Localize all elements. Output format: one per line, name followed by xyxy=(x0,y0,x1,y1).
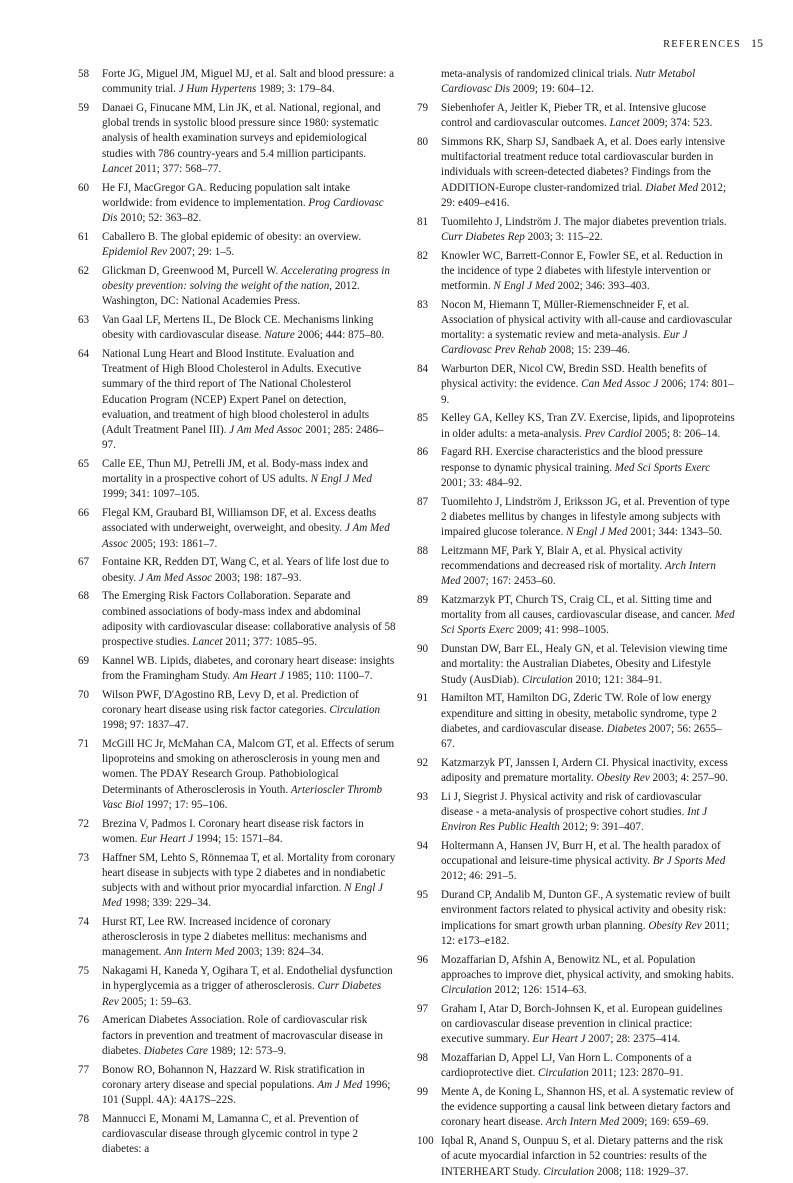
reference-number: 58 xyxy=(78,68,90,80)
reference-text: Hamilton MT, Hamilton DG, Zderic TW. Role of low energy expenditure and sitting in obesity, metabolic syndrome, type 2 diabetes, and cardiovascular disease. xyxy=(441,692,717,735)
reference-text: Kelley GA, Kelley KS, Tran ZV. Exercise, lipids, and lipoproteins in older adults: a meta-analysis. xyxy=(441,412,735,440)
reference-citation: 2005; 8: 206–14. xyxy=(642,427,721,440)
reference-item xyxy=(417,362,735,408)
reference-citation: 2006; 174: 801–9. xyxy=(441,378,734,406)
reference-item xyxy=(417,691,735,752)
reference-number: 86 xyxy=(417,446,429,459)
reference-text: Kannel WB. Lipids, diabetes, and coronary heart disease: insights from the Framingham Study. xyxy=(102,654,395,683)
reference-text: Tuomilehto J, Lindström J, Eriksson JG, et al. Prevention of type 2 diabetes mellitus by changes in lifestyle among subjects with impaired glucose tolerance. xyxy=(441,495,730,539)
reference-number: 96 xyxy=(417,953,429,966)
reference-text: Katzmarzyk PT, Janssen I, Ardern CI. Physical inactivity, excess adiposity and premature mortality. xyxy=(441,756,728,785)
reference-citation: 2005; 1: 59–63. xyxy=(118,995,192,1008)
journal-title: Am Heart J xyxy=(232,670,285,683)
journal-title: Circulation xyxy=(329,704,381,717)
journal-title: Obesity Rev xyxy=(648,919,702,932)
reference-citation: 1998; 339: 229–34. xyxy=(121,897,212,910)
reference-number: 82 xyxy=(417,249,429,262)
reference-citation: 2009; 41: 998–1005. xyxy=(513,624,609,637)
reference-text: The Emerging Risk Factors Collaboration. Separate and combined associations of body-mass index and abdominal adiposity with cardiovascular disease: collaborative analysis of 58 prospective studies. xyxy=(102,590,396,649)
reference-item xyxy=(417,593,735,639)
reference-text: Mozaffarian D, Appel LJ, Van Horn L. Components of a cardioprotective diet. xyxy=(441,1052,692,1080)
reference-item xyxy=(78,181,396,227)
journal-title: Epidemiol Rev xyxy=(102,246,167,259)
journal-title: Diabetes Care xyxy=(143,1044,208,1057)
reference-number: 61 xyxy=(78,230,90,243)
reference-item xyxy=(417,249,735,295)
reference-text: Nocon M, Hiemann T, Müller-Riemenschneider F, et al. Association of physical activity with all-cause and cardiovascular mortality: a systematic review and meta-analysis. xyxy=(441,298,733,342)
reference-text: Forte JG, Miguel JM, Miguel MJ, et al. Salt and blood pressure: a community trial. xyxy=(102,68,395,96)
reference-number: 64 xyxy=(78,348,90,361)
reference-text: Holtermann A, Hansen JV, Burr H, et al. The health paradox of occupational and leisure-time physical activity. xyxy=(441,840,721,868)
reference-item xyxy=(78,589,396,650)
reference-text: Fontaine KR, Redden DT, Wang C, et al. Years of life lost due to obesity. xyxy=(102,556,390,584)
journal-title: Med Sci Sports Exerc xyxy=(614,461,711,474)
reference-item xyxy=(417,298,735,359)
reference-item xyxy=(417,544,735,590)
reference-item xyxy=(78,101,396,177)
journal-title: Obesity Rev xyxy=(596,772,650,785)
reference-number: 99 xyxy=(417,1086,429,1099)
reference-citation: 2007; 28: 2375–414. xyxy=(585,1033,681,1046)
journal-title: N Engl J Med xyxy=(102,882,383,910)
reference-item xyxy=(78,1013,396,1059)
reference-citation: 2001; 285: 2486–97. xyxy=(102,424,384,452)
reference-number: 73 xyxy=(78,851,90,864)
reference-text: Mannucci E, Monami M, Lamanna C, et al. Prevention of cardiovascular disease through glycemic control in type 2 diabetes: a xyxy=(102,1112,359,1156)
reference-item xyxy=(78,347,396,453)
journal-title: Nutr Metabol Cardiovasc Dis xyxy=(441,68,696,96)
reference-item xyxy=(78,817,396,847)
reference-number: 78 xyxy=(78,1112,90,1125)
reference-item xyxy=(417,1051,735,1081)
reference-number: 68 xyxy=(78,590,90,603)
reference-text: Glickman D, Greenwood M, Purcell W. xyxy=(102,264,282,277)
reference-item xyxy=(417,642,735,688)
reference-citation: , 2012. Washington, DC: National Academies Press. xyxy=(102,280,360,308)
reference-citation: 2011; 377: 568–77. xyxy=(132,162,222,175)
reference-number: 87 xyxy=(417,495,429,508)
reference-citation: 1997; 17: 95–106. xyxy=(143,798,228,811)
reference-citation: 2012; 9: 391–407. xyxy=(559,821,644,834)
reference-number: 65 xyxy=(78,458,90,471)
reference-text: Brezina V, Padmos I. Coronary heart disease risk factors in women. xyxy=(102,817,364,845)
reference-number: 62 xyxy=(78,264,90,277)
journal-title: Circulation xyxy=(538,1067,589,1080)
journal-title: Diabet Med xyxy=(645,181,699,194)
reference-text: Wilson PWF, D'Agostino RB, Levy D, et al. Prediction of coronary heart disease using risk factor categories. xyxy=(102,688,359,717)
reference-number: 95 xyxy=(417,889,429,902)
reference-text: Dunstan DW, Barr EL, Healy GN, et al. Television viewing time and mortality: the Australian Diabetes, Obesity and Lifestyle Study (AusDiab). xyxy=(441,643,728,686)
reference-item xyxy=(417,411,735,441)
reference-citation: 2006; 444: 875–80. xyxy=(294,329,385,342)
reference-number: 85 xyxy=(417,412,429,425)
reference-text: Siebenhofer A, Jeitler K, Pieber TR, et al. Intensive glucose control and cardiovascular outcomes. xyxy=(441,102,707,130)
reference-number: 97 xyxy=(417,1002,429,1015)
reference-item xyxy=(78,737,396,813)
reference-item xyxy=(417,888,735,949)
journal-title: Diabetes xyxy=(606,722,647,735)
journal-title: Am J Med xyxy=(317,1078,363,1091)
reference-citation: 2001; 344: 1343–50. xyxy=(627,526,723,539)
reference-number: 75 xyxy=(78,965,90,978)
reference-item xyxy=(417,1134,735,1180)
reference-item xyxy=(417,1002,735,1048)
reference-number: 66 xyxy=(78,507,90,520)
reference-number: 80 xyxy=(417,136,429,148)
reference-citation: 1989; 12: 573–9. xyxy=(207,1044,287,1057)
reference-item xyxy=(78,915,396,961)
journal-title: Eur Heart J xyxy=(140,832,194,845)
reference-item xyxy=(78,230,396,260)
reference-text: Leitzmann MF, Park Y, Blair A, et al. Physical activity recommendations and decreased risk of mortality. xyxy=(441,544,683,573)
journal-title: J Am Med Assoc xyxy=(102,522,390,550)
reference-number: 93 xyxy=(417,790,429,803)
journal-title: Ann Intern Med xyxy=(164,946,235,959)
reference-number: 92 xyxy=(417,756,429,769)
reference-text: Graham I, Atar D, Borch-Johnsen K, et al. European guidelines on cardiovascular disease prevention in clinical practice: executive summary. xyxy=(441,1002,723,1046)
journal-title: Curr Diabetes Rep xyxy=(441,230,525,243)
journal-title: N Engl J Med xyxy=(566,526,628,539)
reference-text: Knowler WC, Barrett-Connor E, Fowler SE, et al. Reduction in the incidence of type 2 diabetes with lifestyle intervention or metformin. xyxy=(441,249,723,293)
reference-text: Calle EE, Thun MJ, Petrelli JM, et al. Body-mass index and mortality in a prospective cohort of US adults. xyxy=(102,458,369,486)
journal-title: J Am Med Assoc xyxy=(229,424,303,437)
reference-citation: 2003; 3: 115–22. xyxy=(524,230,603,243)
reference-text: Nakagami H, Kaneda Y, Ogihara T, et al. Endothelial dysfunction in hyperglycemia as a trigger of atherosclerosis. xyxy=(102,965,393,993)
journal-title: Nature xyxy=(264,329,295,342)
journal-title: Br J Sports Med xyxy=(652,855,726,868)
reference-item xyxy=(417,839,735,885)
journal-title: Arterioscler Thromb Vasc Biol xyxy=(102,783,383,811)
reference-text: He FJ, MacGregor GA. Reducing population salt intake worldwide: from evidence to implementation. xyxy=(102,181,351,209)
reference-citation: 2011; 377: 1085–95. xyxy=(222,636,317,649)
reference-number: 70 xyxy=(78,688,90,701)
reference-number: 90 xyxy=(417,643,429,656)
reference-item xyxy=(78,457,396,503)
reference-text: Iqbal R, Anand S, Ounpuu S, et al. Dietary patterns and the risk of acute myocardial infarction in 52 countries: results of the INTERHEART Study. xyxy=(441,1135,724,1178)
reference-number: 76 xyxy=(78,1014,90,1027)
reference-item xyxy=(417,101,735,131)
journal-title: Lancet xyxy=(102,162,133,175)
reference-number: 77 xyxy=(78,1063,90,1076)
reference-text: Hurst RT, Lee RW. Increased incidence of coronary atherosclerosis in type 2 diabetes mellitus: mechanisms and management. xyxy=(102,916,367,959)
reference-item xyxy=(417,790,735,836)
journal-title: Prev Cardiol xyxy=(584,427,642,440)
reference-number: 72 xyxy=(78,817,90,830)
reference-citation: 2001; 33: 484–92. xyxy=(441,476,523,489)
reference-citation: 2009; 169: 659–69. xyxy=(619,1116,709,1129)
journal-title: Accelerating progress in obesity prevention: solving the weight of the nation xyxy=(102,264,390,293)
reference-citation: 2005; 193: 1861–7. xyxy=(127,537,218,550)
reference-item xyxy=(78,1112,396,1158)
journal-title: Lancet xyxy=(609,117,640,130)
reference-citation: 1998; 97: 1837–47. xyxy=(102,719,189,732)
reference-text: American Diabetes Association. Role of cardiovascular risk factors in prevention and treatment of macrovascular disease in diabetes. xyxy=(102,1014,383,1057)
reference-item xyxy=(78,964,396,1010)
reference-item xyxy=(417,756,735,786)
journal-title: Curr Diabetes Rev xyxy=(102,980,382,1008)
journal-title: Eur Heart J xyxy=(532,1033,586,1046)
journal-title: Arch Intern Med xyxy=(441,560,716,588)
reference-column-left xyxy=(78,67,396,1161)
section-title: REFERENCES xyxy=(663,39,741,50)
reference-citation: 2009; 19: 604–12. xyxy=(509,83,594,96)
continued-reference xyxy=(417,67,735,97)
reference-text: Tuomilehto J, Lindström J. The major diabetes prevention trials. xyxy=(441,215,727,228)
reference-citation: 2003; 139: 824–34. xyxy=(234,946,324,959)
reference-item xyxy=(78,506,396,552)
journal-title: Prog Cardiovasc Dis xyxy=(102,196,384,225)
journal-title: Eur J Cardiovasc Prev Rehab xyxy=(441,329,688,357)
reference-citation: 2010; 52: 363–82. xyxy=(117,212,202,225)
reference-text: Simmons RK, Sharp SJ, Sandbaek A, et al. Does early intensive multifactorial treatment reduce total cardiovascular burden in individuals with screen-detected diabetes? Findings from the ADDITION-Europe cluster-randomized trial. xyxy=(441,136,726,194)
reference-number: 89 xyxy=(417,594,429,607)
reference-text: Van Gaal LF, Mertens IL, De Block CE. Mechanisms linking obesity with cardiovascular disease. xyxy=(102,314,374,342)
reference-number: 79 xyxy=(417,102,429,114)
reference-number: 63 xyxy=(78,314,90,327)
reference-citation: 1985; 110: 1100–7. xyxy=(284,670,373,683)
running-header xyxy=(663,36,763,51)
reference-citation: 2012; 126: 1514–63. xyxy=(491,984,587,997)
reference-citation: 2009; 374: 523. xyxy=(639,117,713,130)
journal-title: J Am Med Assoc xyxy=(138,571,213,584)
reference-number: 81 xyxy=(417,215,429,228)
reference-column-right xyxy=(417,67,735,1183)
reference-text: Bonow RO, Bohannon N, Hazzard W. Risk stratification in coronary artery disease and special populations. xyxy=(102,1063,365,1091)
journal-title: Lancet xyxy=(192,636,223,649)
reference-citation: 1989; 3: 179–84. xyxy=(256,83,335,96)
reference-citation: 2007; 56: 2655–67. xyxy=(441,722,722,751)
reference-item xyxy=(417,495,735,541)
reference-citation: 2011; 123: 2870–91. xyxy=(588,1067,684,1080)
reference-number: 84 xyxy=(417,363,429,376)
reference-citation: 2008; 15: 239–46. xyxy=(546,344,630,357)
journal-title: N Engl J Med xyxy=(493,280,555,293)
reference-citation: 2002; 346: 393–403. xyxy=(554,280,650,293)
journal-title: Circulation xyxy=(543,1165,595,1178)
page-number: 15 xyxy=(751,36,763,50)
journal-title: Can Med Assoc J xyxy=(581,378,659,391)
reference-number: 69 xyxy=(78,654,90,667)
reference-text: Durand CP, Andalib M, Dunton GF., A systematic review of built environment factors related to physical activity and obesity risk: implications for smart growth urban planning. xyxy=(441,889,731,932)
reference-citation: 2012; 46: 291–5. xyxy=(441,870,517,883)
reference-citation: 1999; 341: 1097–105. xyxy=(102,488,200,501)
reference-item xyxy=(78,555,396,585)
reference-number: 88 xyxy=(417,544,429,557)
reference-citation: 2012; 29: e409–e416. xyxy=(441,181,727,209)
journal-title: Arch Intern Med xyxy=(545,1116,620,1129)
reference-number: 59 xyxy=(78,102,90,114)
reference-number: 98 xyxy=(417,1052,429,1065)
reference-number: 94 xyxy=(417,840,429,853)
reference-item xyxy=(78,654,396,684)
reference-text: Mente A, de Koning L, Shannon HS, et al. A systematic review of the evidence supporting a causal link between dietary factors and coronary heart disease. xyxy=(441,1086,734,1129)
reference-text: Fagard RH. Exercise characteristics and the blood pressure response to dynamic physical training. xyxy=(441,446,703,474)
reference-number: 91 xyxy=(417,692,429,705)
journal-title: Circulation xyxy=(441,984,492,997)
reference-citation: 2010; 121: 384–91. xyxy=(572,673,663,686)
reference-citation: 2003; 198: 187–93. xyxy=(212,571,302,584)
journal-title: Med Sci Sports Exerc xyxy=(441,609,735,637)
journal-title: Circulation xyxy=(522,673,573,686)
reference-citation: 2008; 118: 1929–37. xyxy=(594,1165,689,1178)
reference-number: 100 xyxy=(417,1135,434,1148)
reference-number: 67 xyxy=(78,556,90,569)
reference-citation: 2003; 4: 257–90. xyxy=(649,772,729,785)
reference-item xyxy=(417,1085,735,1131)
reference-item xyxy=(417,135,735,211)
journal-title: Int J Environ Res Public Health xyxy=(441,806,708,834)
reference-number: 60 xyxy=(78,181,90,194)
reference-text: Li J, Siegrist J. Physical activity and risk of cardiovascular disease - a meta-analysis of prospective cohort studies. xyxy=(441,790,702,819)
reference-citation: 1994; 15: 1571–84. xyxy=(193,832,283,845)
reference-item xyxy=(78,851,396,912)
reference-item xyxy=(417,445,735,491)
reference-item xyxy=(78,264,396,310)
reference-text: Danaei G, Finucane MM, Lin JK, et al. National, regional, and global trends in systolic blood pressure since 1980: systematic analysis of health examination surveys and epidemiological studies with 786 country-years and 5.4 million participants. xyxy=(102,102,381,160)
reference-number: 83 xyxy=(417,298,429,311)
reference-item xyxy=(78,1063,396,1109)
journal-title: J Hum Hypertens xyxy=(178,83,257,96)
reference-number: 74 xyxy=(78,916,90,929)
reference-number: 71 xyxy=(78,738,90,751)
reference-citation: 2007; 167: 2453–60. xyxy=(460,575,556,588)
journal-title: N Engl J Med xyxy=(310,473,372,486)
reference-text: Haffner SM, Lehto S, Rönnemaa T, et al. Mortality from coronary heart disease in subjects with type 2 diabetes and in nondiabetic subjects with and without prior myocardial infarction. xyxy=(102,851,396,895)
reference-text: Flegal KM, Graubard BI, Williamson DF, et al. Excess deaths associated with underweight, overweight, and obesity. xyxy=(102,507,377,535)
reference-item xyxy=(78,688,396,734)
reference-text: Caballero B. The global epidemic of obesity: an overview. xyxy=(102,230,362,243)
reference-item xyxy=(78,313,396,343)
reference-citation: 2011; 12: e173–e182. xyxy=(441,919,730,947)
reference-text: McGill HC Jr, McMahan CA, Malcom GT, et al. Effects of serum lipoproteins and smoking on atherosclerosis in young men and women. The PDAY Research Group. Pathobiological Determinants of Atherosclerosis in Youth. xyxy=(102,738,395,796)
reference-text: meta-analysis of randomized clinical trials. xyxy=(441,68,636,80)
reference-item xyxy=(78,67,396,97)
reference-text: Warburton DER, Nicol CW, Bredin SSD. Health benefits of physical activity: the evidence. xyxy=(441,363,707,391)
reference-text: Katzmarzyk PT, Church TS, Craig CL, et al. Sitting time and mortality from all causes, cardiovascular disease, and cancer. xyxy=(441,594,715,622)
reference-citation: 1996; 101 (Suppl. 4A): 4A17S–22S. xyxy=(102,1078,391,1107)
reference-text: National Lung Heart and Blood Institute. Evaluation and Treatment of High Blood Cholesterol in Adults. Executive summary of the third report of The National Cholesterol Education Program (NCEP) Expert Panel on detection, evaluation, and treatment of high blood cholesterol in adults (Adult Treatment Panel III). xyxy=(102,348,370,437)
reference-citation: 2007; 29: 1–5. xyxy=(167,246,235,259)
reference-item xyxy=(417,215,735,245)
reference-text: Mozaffarian D, Afshin A, Benowitz NL, et al. Population approaches to improve diet, physical activity, and smoking habits. xyxy=(441,953,734,981)
reference-item xyxy=(417,953,735,999)
